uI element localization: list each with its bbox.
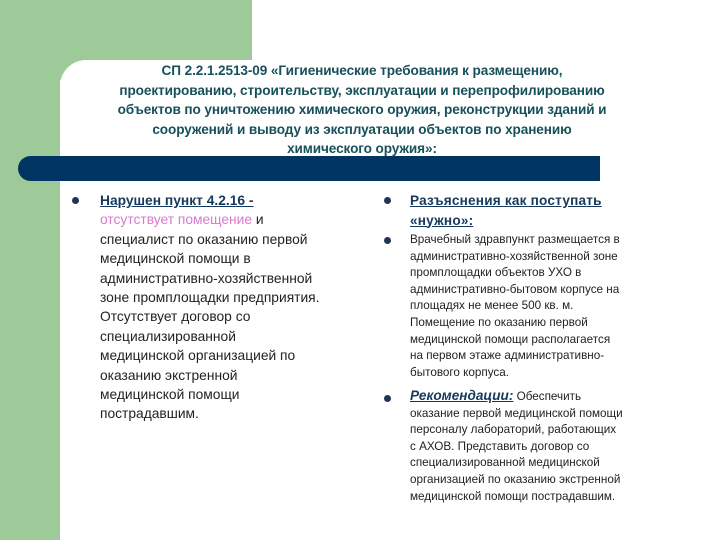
bullet-icon xyxy=(384,395,391,402)
violation-highlight: отсутствует помещение xyxy=(100,212,253,228)
slide-title: СП 2.2.1.2513-09 «Гигиенические требования к размещению, проектированию, строительству, эксплуатации и перепрофилированию объектов по уничтожению химического оружия, реконструкции зданий и сооружений и выводу из эксплуатации объектов по хранению химического оружия»: xyxy=(117,63,607,157)
bullet-icon xyxy=(72,197,79,204)
violation-text xyxy=(100,191,370,424)
green-decoration-left xyxy=(0,0,60,540)
recommendation-body: Обеспечить оказание первой медицинской помощи персоналу лабораторий, работающих с АХОВ. Представить договор со специализированной медицинской организацией по оказанию экстренной медицинской помощи пострадавшим. xyxy=(410,390,623,503)
bullet-icon xyxy=(384,237,391,244)
explanation-heading: Разъяснения как поступать «нужно»: xyxy=(410,193,602,228)
recommendation-label: Рекомендации: xyxy=(410,388,514,403)
title-divider-bar xyxy=(18,156,600,181)
violation-body: и специалист по оказанию первой медицинской помощи в административно-хозяйственной зоне промплощадки предприятия. Отсутствует договор со специализированной медицинской организацией по оказанию экстренной медицинской помощи пострадавшим. xyxy=(100,212,320,422)
violation-heading: Нарушен пункт 4.2.16 - xyxy=(100,193,254,208)
bullet-icon xyxy=(384,197,391,204)
recommendation-text xyxy=(410,388,710,505)
explanation-text: Врачебный здравпункт размещается в административно-хозяйственной зоне промплощадки объектов УХО в административно-бытовом корпусе на площадях не менее 500 кв. м. Помещение по оказанию первой медицинской помощи располагается на первом этаже административно- бытового корпуса. xyxy=(410,233,620,379)
